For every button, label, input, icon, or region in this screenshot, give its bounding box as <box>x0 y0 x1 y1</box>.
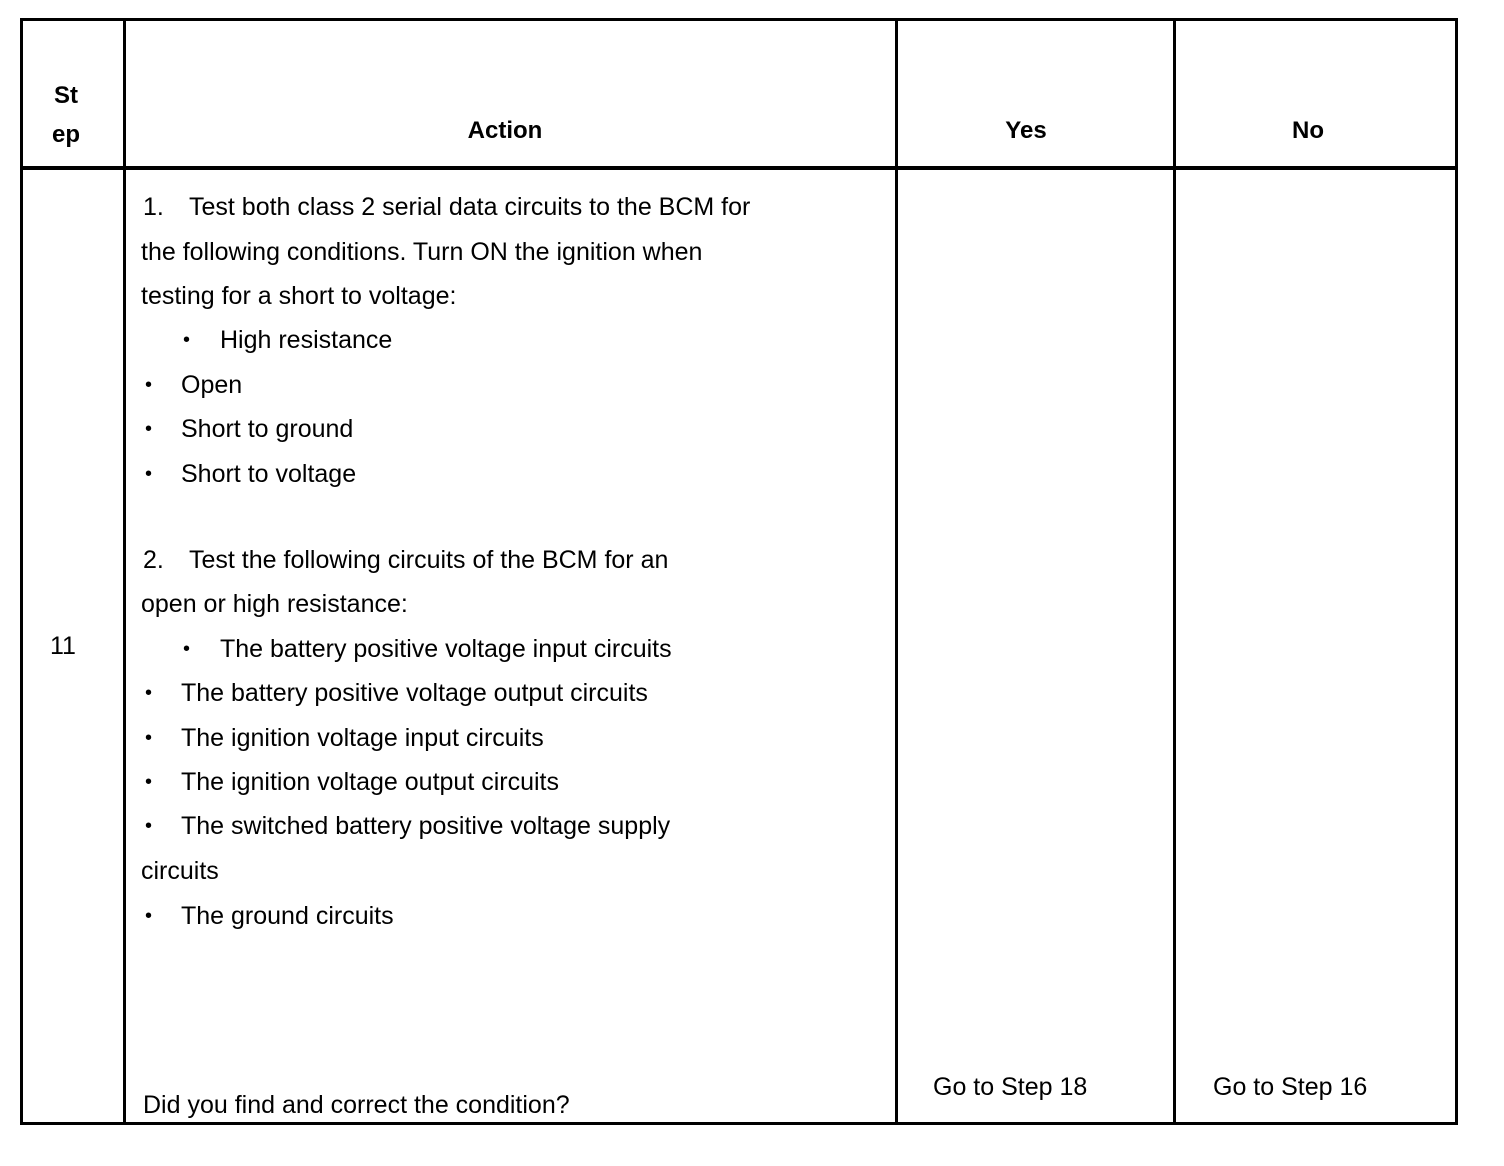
bullet-icon: • <box>145 418 153 440</box>
header-yes: Yes <box>1005 117 1047 144</box>
bullet-icon: • <box>145 463 153 485</box>
item2-line2: open or high resistance: <box>141 590 408 618</box>
header-step-line1: St <box>54 82 78 109</box>
column-divider <box>1173 21 1176 1122</box>
item2-bullet: The ignition voltage output circuits <box>181 768 559 796</box>
item1-bullet: Open <box>181 371 243 399</box>
header-divider <box>23 166 1455 170</box>
item1-bullet: Short to voltage <box>181 460 357 488</box>
column-divider <box>895 21 898 1122</box>
header-step-line2: ep <box>51 121 80 148</box>
item1-line3: testing for a short to voltage: <box>141 282 457 310</box>
item1-bullet: Short to ground <box>181 415 354 443</box>
bullet-icon: • <box>145 905 153 927</box>
bullet-icon: • <box>145 771 153 793</box>
header-no: No <box>1292 117 1324 144</box>
bullet-icon: • <box>183 329 191 351</box>
item1-bullet: High resistance <box>220 326 393 354</box>
item1-line2: the following conditions. Turn ON the ignition when <box>141 238 703 266</box>
header-step <box>24 76 108 154</box>
item2-bullet-continuation: circuits <box>141 857 219 885</box>
item2-bullet: The ground circuits <box>181 902 394 930</box>
item2-bullet: The battery positive voltage input circuits <box>220 635 672 663</box>
bullet-icon: • <box>145 374 153 396</box>
column-divider <box>123 21 126 1122</box>
item2-number: 2. <box>143 546 164 574</box>
item2-bullet: The battery positive voltage output circuits <box>181 679 648 707</box>
item2-bullet: The switched battery positive voltage supply <box>181 812 671 840</box>
item1-number: 1. <box>143 193 164 221</box>
item2-bullet: The ignition voltage input circuits <box>181 724 544 752</box>
bullet-icon: • <box>145 727 153 749</box>
header-action: Action <box>467 117 543 144</box>
bullet-icon: • <box>145 682 153 704</box>
step-number: 11 <box>50 632 76 660</box>
yes-outcome: Go to Step 18 <box>933 1073 1088 1101</box>
question-text: Did you find and correct the condition? <box>143 1091 570 1119</box>
no-outcome: Go to Step 16 <box>1213 1073 1368 1101</box>
bullet-icon: • <box>145 815 153 837</box>
bullet-icon: • <box>183 638 191 660</box>
item2-line1: Test the following circuits of the BCM for an <box>189 546 669 574</box>
item1-line1: Test both class 2 serial data circuits to the BCM for <box>189 193 751 221</box>
